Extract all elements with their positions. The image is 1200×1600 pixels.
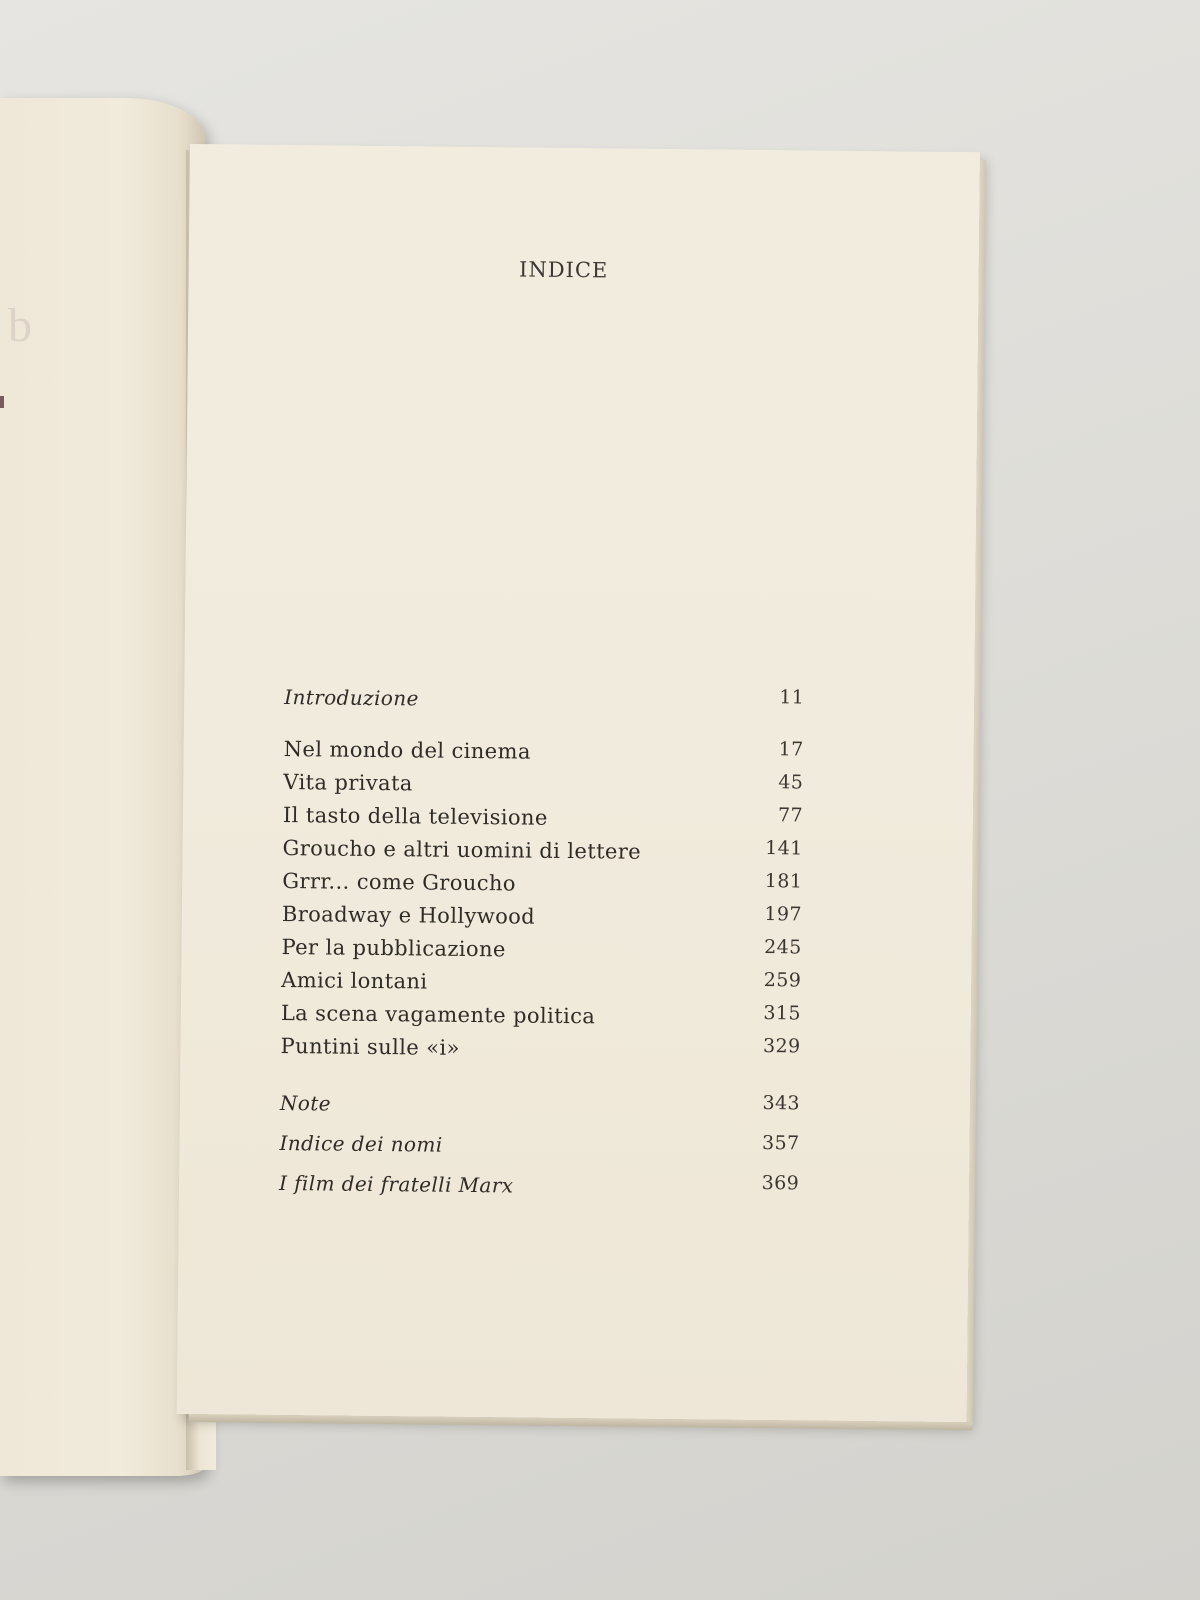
toc-entry-page: 17 — [778, 738, 804, 761]
toc-entry — [281, 1001, 801, 1036]
toc-entry — [283, 737, 803, 772]
toc-entry-page: 197 — [764, 903, 803, 926]
toc-entry-title: I film dei fratelli Marx — [278, 1170, 514, 1198]
toc-entry — [282, 902, 802, 937]
toc-entry — [283, 803, 803, 838]
toc-entry-title: Amici lontani — [281, 968, 428, 994]
toc-entry — [282, 869, 802, 904]
toc-entry — [281, 935, 801, 970]
left-facing-page — [0, 98, 205, 1476]
toc-entry-title: Vita privata — [283, 770, 413, 796]
toc-entry-title: Note — [279, 1090, 332, 1116]
toc-entry-page: 369 — [761, 1172, 800, 1195]
toc-entry-page: 11 — [779, 686, 805, 709]
toc-entry-page: 45 — [778, 771, 804, 794]
toc-entry-page: 343 — [762, 1092, 801, 1115]
page-stack-edge — [967, 160, 986, 1422]
index-page — [177, 144, 980, 1422]
toc-entry — [284, 685, 804, 720]
toc-entry-page: 181 — [764, 870, 803, 893]
toc-entry-page: 245 — [764, 936, 802, 959]
toc-entry-title: Introduzione — [284, 685, 419, 711]
toc-entry — [282, 836, 802, 871]
toc-entry-page: 357 — [761, 1132, 800, 1155]
toc-entry-title: Indice dei nomi — [279, 1130, 443, 1157]
show-through-letter: b — [8, 299, 32, 352]
toc-entry — [280, 1034, 800, 1069]
toc-entry — [279, 1131, 799, 1166]
toc-entry-page: 315 — [763, 1002, 802, 1025]
toc-entry-title: Grrr... come Groucho — [282, 869, 517, 896]
toc-entry-page: 329 — [763, 1035, 801, 1058]
toc-entry-page: 77 — [777, 804, 804, 827]
toc-entry — [279, 1171, 799, 1206]
toc-entry-title: Il tasto della televisione — [282, 803, 548, 830]
toc-entry-page: 141 — [765, 837, 803, 860]
toc-entry-title: La scena vagamente politica — [280, 1001, 596, 1029]
toc-entry-title: Groucho e altri uomini di lettere — [282, 836, 642, 864]
toc-entry — [283, 770, 803, 805]
toc-entry — [281, 968, 801, 1003]
toc-entry-title: Broadway e Hollywood — [281, 902, 536, 929]
toc-entry-page: 259 — [763, 969, 802, 992]
toc-entry — [280, 1091, 800, 1126]
page-stack-bottom — [189, 1414, 973, 1430]
toc-entry-title: Nel mondo del cinema — [283, 737, 531, 764]
index-heading: INDICE — [518, 257, 609, 283]
toc-entry-title: Per la pubblicazione — [281, 935, 506, 962]
table-of-contents — [278, 145, 810, 1198]
toc-entry-title: Puntini sulle «i» — [280, 1033, 460, 1060]
show-through-mark — [0, 396, 4, 408]
